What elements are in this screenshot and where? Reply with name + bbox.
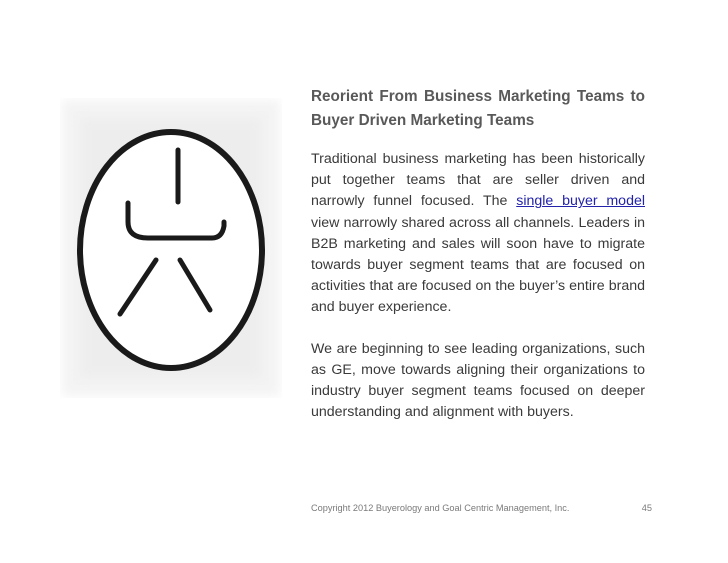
paragraph-2: We are beginning to see leading organizations, such as GE, move towards aligning their organizations to industry buyer segment teams focused on deeper understanding and alignment with buyers. [311,340,645,421]
paragraph-1 [311,149,645,319]
oval-outline [80,132,262,368]
page-number: 45 [641,503,652,513]
copyright-text: Copyright 2012 Buyerology and Goal Centric Management, Inc. [311,503,570,513]
single-buyer-model-link[interactable]: single buyer model [516,193,646,210]
page-title: Reorient From Business Marketing Teams to Buyer Driven Marketing Teams [311,88,645,129]
main-text-column [311,85,645,423]
paragraph-1-text-before: Traditional business marketing has been historically put together teams that are seller driven and narrowly funnel focused. The [311,151,645,210]
paragraph-1-text-after: view narrowly shared across all channels. Leaders in B2B marketing and sales will soon have to migrate towards buyer segment teams that are focused on activities that are focused on the buyer’s entire brand and buyer experience. [311,214,645,316]
oval-glyph-icon [60,98,282,398]
footer [311,503,652,513]
